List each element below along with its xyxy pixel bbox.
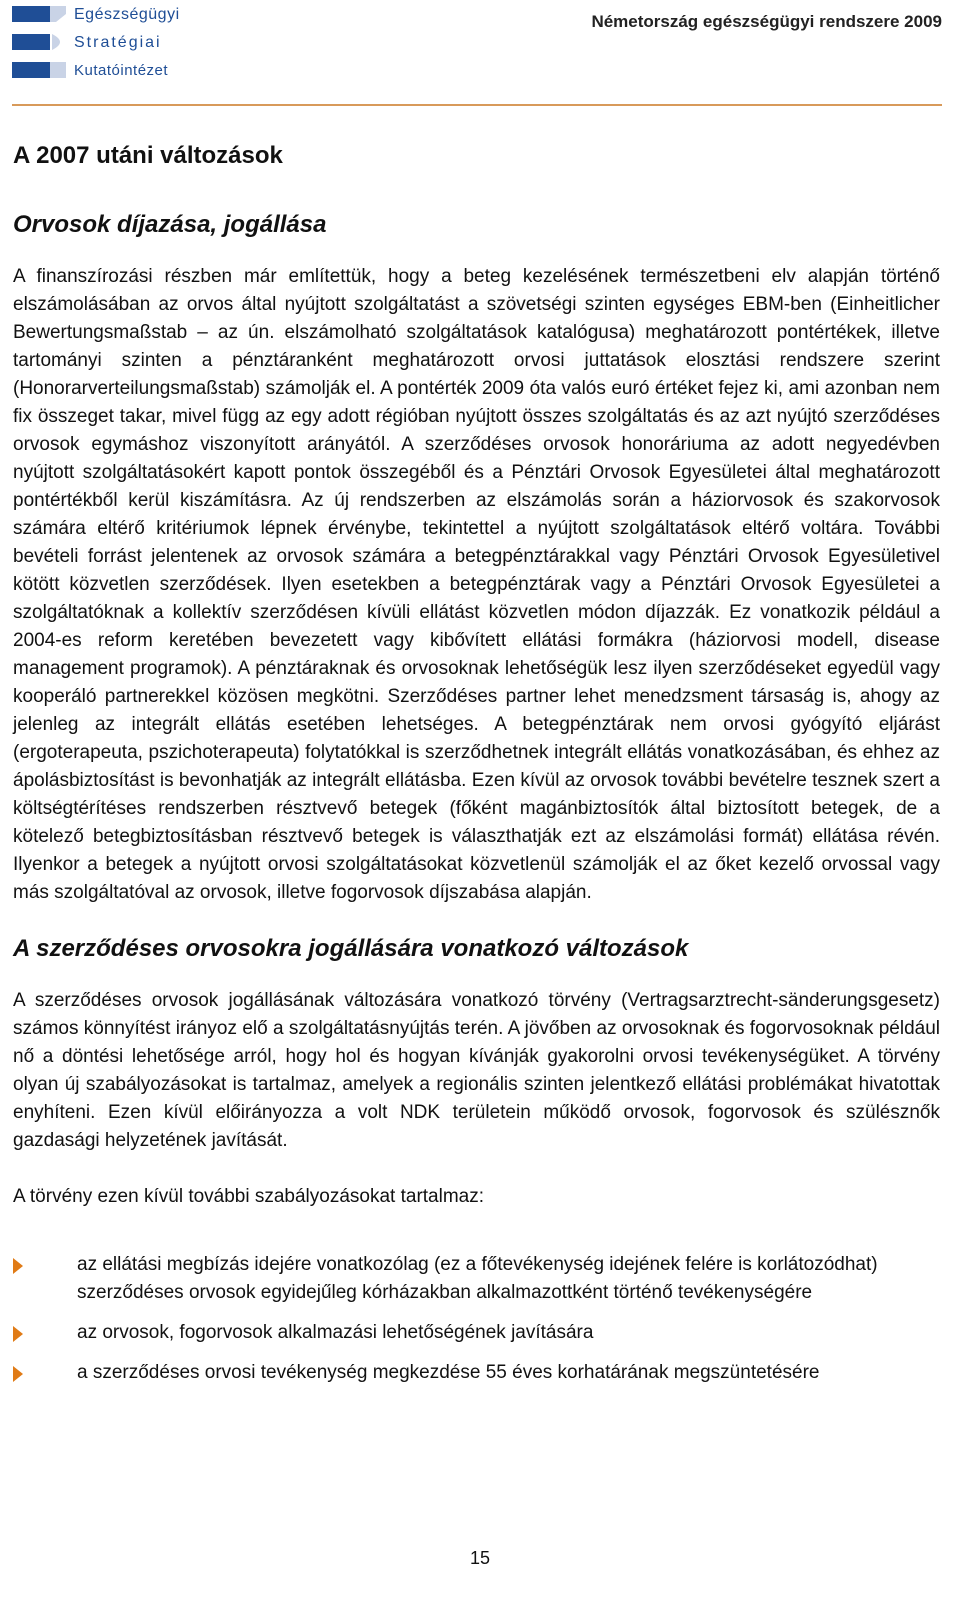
logo-line-1: Egészségügyi	[74, 6, 180, 23]
list-item: a szerződéses orvosi tevékenység megkezdése 55 éves korhatárának megszüntetésére	[13, 1359, 940, 1387]
document-body	[13, 140, 940, 1387]
paragraph-doctor-fees: A finanszírozási részben már említettük, hogy a beteg kezelésének természetbeni elv alapján történő elszámolásában az orvos által nyújtott szolgáltatást a szövetségi szinten egységes EBM-ben (Einheitlicher Bewertungsmaßstab – az ún. elszámolható szolgáltatások katalógusa) meghatározott pontértékek, illetve tartományi szinten a pénztáranként meghatározott orvosi juttatások elosztási rendszere szerint (Honorarverteilungsmaßstab) számolják el. A pontérték 2009 óta valós euró értéket fejez ki, ami azonban nem fix összeget takar, mivel függ az egy adott régióban nyújtott összes szolgáltatás és az azt nyújtó szerződéses orvosok egymáshoz viszonyított arányától. A szerződéses orvosok honoráriuma az adott negyedévben nyújtott szolgáltatásokért kapott pontok összegéből és a Pénztári Orvosok Egyesületei által meghatározott pontértékből kerül kiszámításra. Az új rendszerben az elszámolás során a háziorvosok és szakorvosok számára eltérő kritériumok lépnek érvénybe, tekintettel a nyújtott szolgáltatások eltérő voltára. További bevételi forrást jelentenek az orvosok számára a betegpénztárakkal vagy Pénztári Orvosok Egyesületivel kötött közvetlen szerződések. Ilyen esetekben a betegpénztárak vagy a Pénztári Orvosok Egyesületei a szolgáltatóknak a kollektív szerződésen kívüli ellátást közvetlen módon díjazzák. Ez vonatkozik például a 2004-es reform keretében bevezetett vagy kibővített ellátási formákra (háziorvosi modell, disease management programok). A pénztáraknak és orvosoknak lehetőségük lesz ilyen szerződéseket egyedül vagy kooperáló partnerekkel közösen megkötni. Szerződéses partner lehet menedzsment társaság is, ahogy az jelenleg az integrált ellátás esetében lehetséges. A betegpénztárak nem orvosi gyógyító eljárást (ergoterapeuta, pszichoterapeuta) folytatókkal is szerződhetnek integrált ellátás vonatkozásában, és ehhez az ápolásbiztosítást is bevonhatják az integrált ellátásba. Ezen kívül az orvosok további bevételre tesznek szert a költségtérítéses rendszerben résztvevő betegek (főként magánbiztosítók által biztosított betegek, de a kötelező betegbiztosításban résztvevő betegek is választhatják ezt az elszámolási formát) ellátása révén. Ilyenkor a betegek a nyújtott orvosi szolgáltatásokat közvetlenül számolják el az őket kezelő orvossal vagy más szolgáltatóval az orvosok, illetve fogorvosok díjszabása alapján.	[13, 266, 940, 903]
logo-line-3: Kutatóintézet	[74, 62, 169, 79]
list-item: az orvosok, fogorvosok alkalmazási lehetőségének javítására	[13, 1319, 940, 1347]
page-header	[0, 0, 960, 108]
list-item: az ellátási megbízás idejére vonatkozólag (ez a főtevékenység idejének felére is korlátozódhat) szerződéses orvosok egyidejűleg kórházakban alkalmazottként történő tevékenységére	[13, 1251, 940, 1307]
paragraph-further-regulations: A törvény ezen kívül további szabályozásokat tartalmaz:	[13, 1186, 485, 1207]
arrow-bullet-icon	[13, 1326, 23, 1342]
section-title: A 2007 utáni változások	[13, 142, 283, 169]
document-header-title: Németország egészségügyi rendszere 2009	[591, 12, 942, 31]
subsection-title-doctor-fees: Orvosok díjazása, jogállása	[13, 211, 327, 238]
logo-line-2: Stratégiai	[74, 34, 162, 51]
paragraph-contract-doctors: A szerződéses orvosok jogállásának változására vonatkozó törvény (Vertragsarztrecht-sänderungsgesetz) számos könnyítést irányoz elő a szolgáltatásnyújtás terén. A jövőben az orvosoknak és fogorvosoknak például nő a döntési lehetősége arról, hogy hol és hogyan kívánják gyakorolni orvosi tevékenységüket. A törvény olyan új szabályozásokat is tartalmaz, amelyek a regionális szinten jelentkező ellátási problémákat hivatottak enyhíteni. Ezen kívül előirányozza a volt NDK területein működő orvosok, fogorvosok és szülésznők gazdasági helyzetének javítását.	[13, 990, 940, 1151]
arrow-bullet-icon	[13, 1258, 23, 1274]
logo-mark-icon	[12, 4, 68, 82]
institute-logo	[12, 4, 180, 82]
header-divider	[12, 104, 942, 106]
page-number: 15	[469, 1548, 491, 1568]
arrow-bullet-icon	[13, 1366, 23, 1382]
subsection-title-contract-doctors: A szerződéses orvosokra jogállására vonatkozó változások	[13, 935, 689, 962]
regulations-list	[13, 1251, 940, 1387]
